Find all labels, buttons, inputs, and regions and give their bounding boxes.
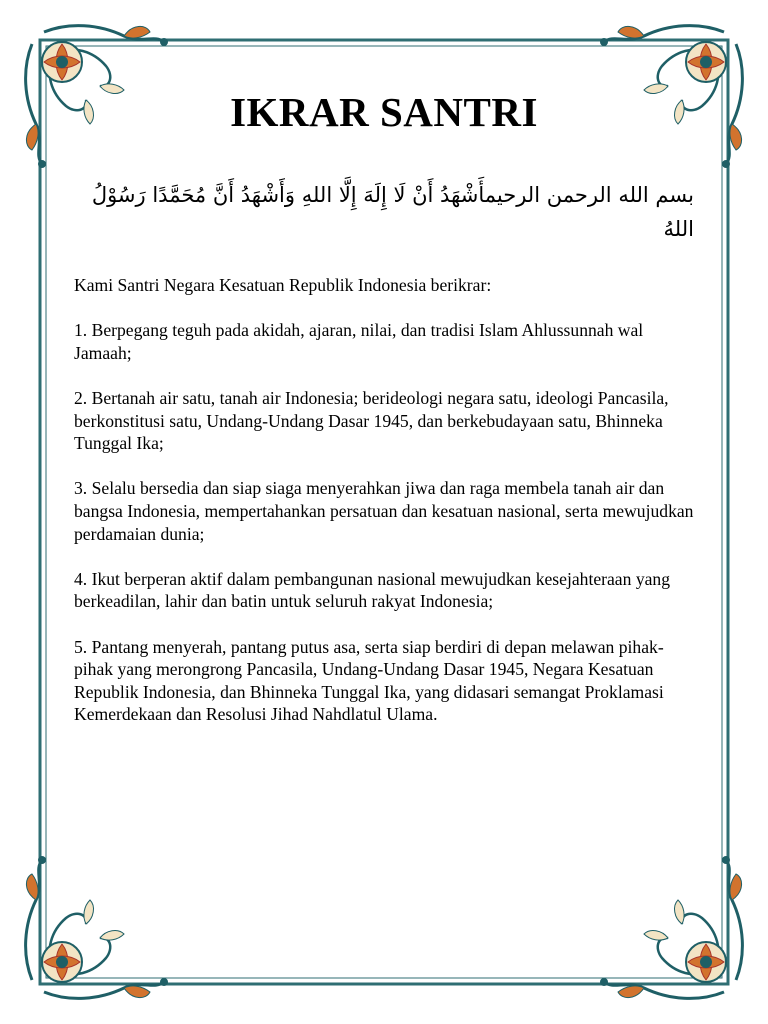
pledge-item: 2. Bertanah air satu, tanah air Indonesia; berideologi negara satu, ideologi Pancasila, berkonstitusi satu, Undang-Undang Dasar 1945, dan berkebudayaan satu, Bhinneka Tunggal Ika; [74,387,669,454]
pledge-item: 1. Berpegang teguh pada akidah, ajaran, nilai, dan tradisi Islam Ahlussunnah wal Jamaah; [74,320,644,363]
intro-paragraph: Kami Santri Negara Kesatuan Republik Indonesia berikrar: [74,275,492,295]
arabic-invocation: بسم الله الرحمن الرحيمأَشْهَدُ أَنْ لَا إِلَهَ إِلَّا اللهِ وَأَشْهَدُ أَنَّ مُحَمَّدًا رَسُوْلُ اللهُ [91,183,694,241]
pledge-item: 4. Ikut berperan aktif dalam pembangunan nasional mewujudkan kesejahteraan yang berkeadilan, lahir dan batin untuk seluruh rakyat Indonesia; [74,568,671,612]
pledge-body [74,274,694,748]
pledge-item: 5. Pantang menyerah, pantang putus asa, serta siap berdiri di depan melawan pihak-pihak yang merongrong Pancasila, Undang-Undang Dasar 1945, Negara Kesatuan Republik Indonesia, dan Bhinneka Tunggal Ika, yang didasari semangat Proklamasi Kemerdekaan dan Resolusi Jihad Nahdlatul Ulama. [74,636,664,725]
pledge-item: 3. Selalu bersedia dan siap siaga menyerahkan jiwa dan raga membela tanah air dan bangsa Indonesia, mempertahankan persatuan dan kesatuan nasional, serta mewujudkan perdamaian dunia; [74,478,694,544]
page-title: IKRAR SANTRI [230,89,538,135]
